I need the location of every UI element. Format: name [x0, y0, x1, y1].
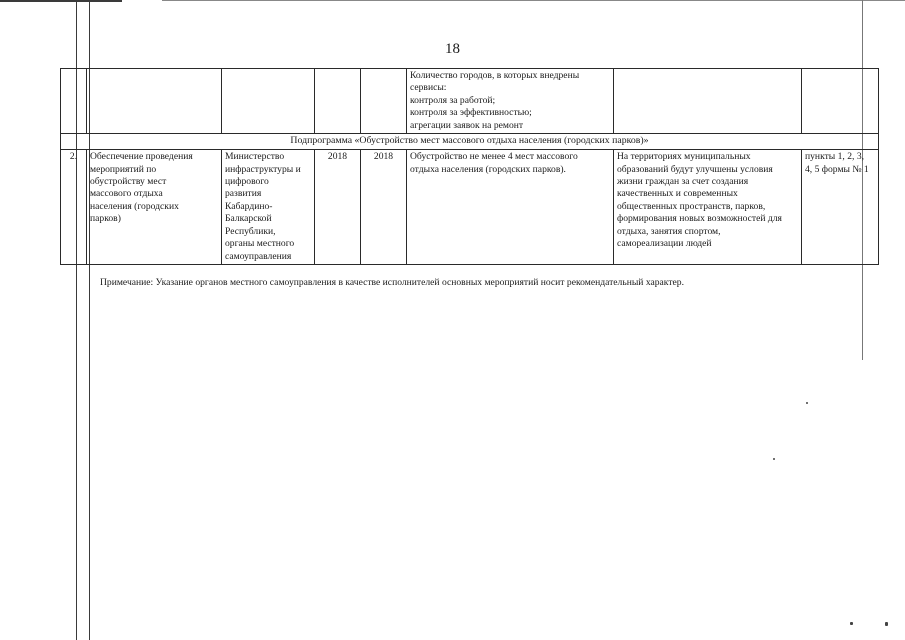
text-line: развития: [225, 188, 262, 200]
cell-result: [614, 150, 802, 265]
text-line: сервисы:: [410, 82, 447, 94]
text-line: контроля за эффективностью;: [410, 107, 532, 119]
page-number: 18: [445, 41, 460, 57]
scan-speck: [773, 458, 775, 460]
text-line: образований будут улучшены условия: [617, 163, 773, 175]
text-line: формирования новых возможностей для: [617, 213, 782, 225]
cell-end-empty: [361, 69, 407, 134]
text-line: обустройству мест: [90, 176, 167, 188]
cell-result-empty: [614, 69, 802, 134]
text-line: На территориях муниципальных: [617, 151, 751, 163]
text-line: Количество городов, в которых внедрены: [410, 70, 580, 81]
text-line: парков): [90, 213, 121, 225]
cell-event: [87, 150, 222, 265]
text-line: агрегации заявок на ремонт: [410, 119, 524, 131]
cell-num: 2.: [61, 150, 87, 265]
text-line: пункты 1, 2, 3,: [805, 151, 865, 163]
text-line: населения (городских: [90, 200, 179, 212]
cell-indicator: [407, 69, 614, 134]
text-line: инфраструктуры и: [225, 163, 301, 175]
text-line: контроля за работой;: [410, 94, 496, 106]
cell-executor-empty: [222, 69, 315, 134]
text-line: самореализации людей: [617, 238, 712, 250]
scan-speck: [850, 622, 853, 625]
text-line: Кабардино-: [225, 200, 273, 212]
text-line: Балкарской: [225, 213, 272, 225]
text-line: массового отдыха: [90, 188, 163, 200]
text-line: Обустройство не менее 4 мест массового: [410, 151, 578, 163]
table-row: [61, 150, 879, 265]
subprogram-title: Подпрограмма «Обустройство мест массового отдыха населения (городских парков)»: [61, 134, 879, 150]
cell-end-year: 2018: [361, 150, 407, 265]
cell-indicator: [407, 150, 614, 265]
table-row-continuation: [61, 69, 879, 134]
text-line: 4, 5 формы № 1: [805, 163, 869, 175]
text-line: мероприятий по: [90, 163, 157, 175]
text-line: общественных пространств, парков,: [617, 200, 766, 212]
cell-start-empty: [315, 69, 361, 134]
cell-link: [802, 150, 879, 265]
scan-edge-top: [162, 0, 905, 1]
scan-edge-top-left: [0, 0, 122, 2]
scan-speck: [885, 622, 888, 626]
text-line: самоуправления: [225, 250, 292, 262]
scan-speck: [806, 402, 808, 404]
activities-table: [60, 68, 879, 265]
text-line: жизни граждан за счет создания: [617, 176, 749, 188]
text-line: качественных и современных: [617, 188, 738, 200]
subprogram-row: [61, 134, 879, 150]
text-line: органы местного: [225, 238, 295, 250]
cell-num-empty: [61, 69, 87, 134]
text-line: Министерство: [225, 151, 285, 163]
note: Примечание: Указание органов местного самоуправления в качестве исполнителей основных мероприятий носит рекомендательный характер.: [100, 277, 684, 288]
text-line: отдыха населения (городских парков).: [410, 163, 566, 175]
cell-link-empty: [802, 69, 879, 134]
text-line: Республики,: [225, 225, 276, 237]
text-line: Обеспечение проведения: [90, 151, 193, 163]
text-line: цифрового: [225, 176, 269, 188]
text-line: отдыха, занятия спортом,: [617, 225, 721, 237]
cell-executor: [222, 150, 315, 265]
cell-start-year: 2018: [315, 150, 361, 265]
cell-event-empty: [87, 69, 222, 134]
